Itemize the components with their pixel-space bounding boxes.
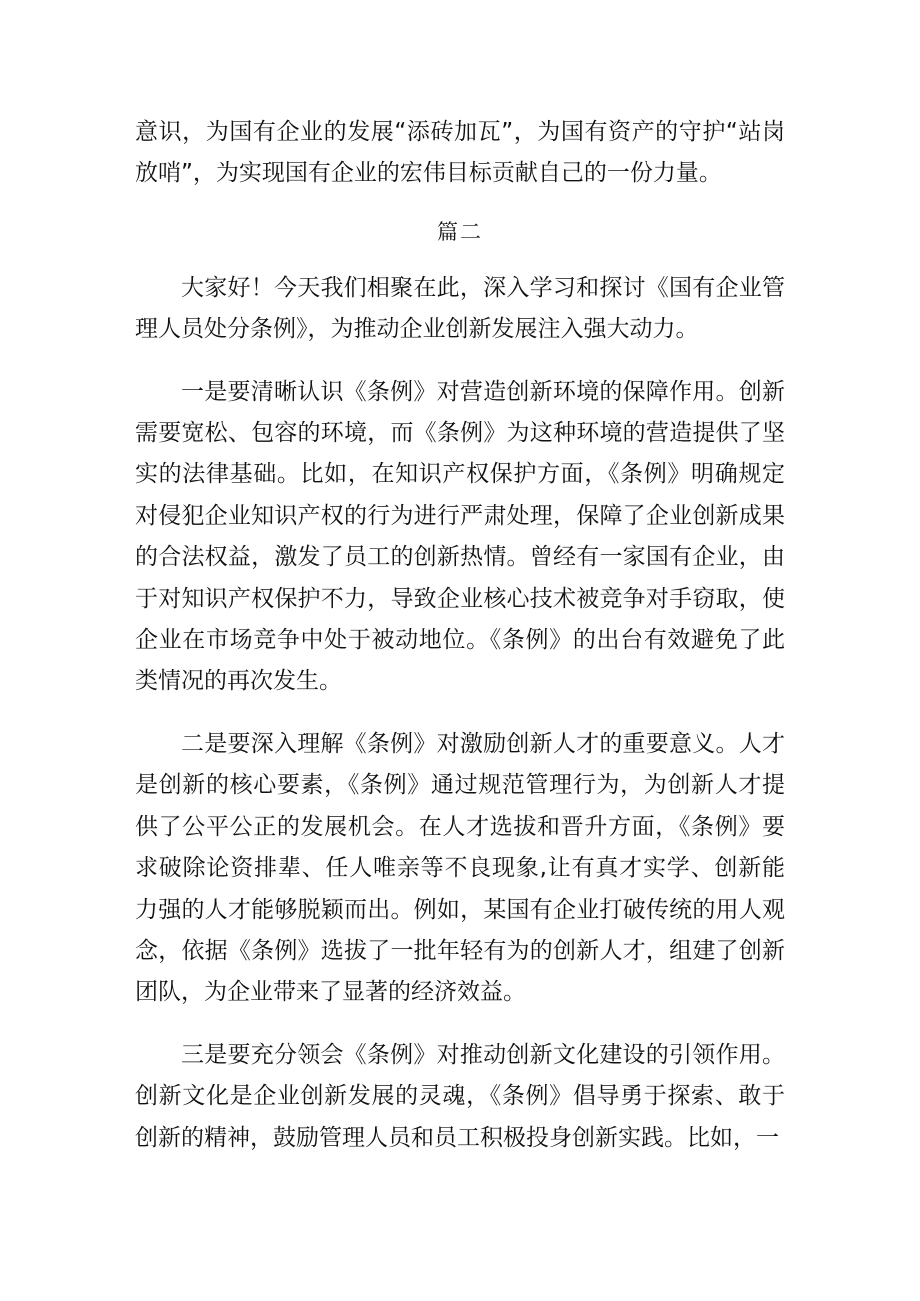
- continuation-paragraph: 意识，为国有企业的发展“添砖加瓦”，为国有资产的守护“站岗放哨”，为实现国有企业的宏伟目标贡献自己的一份力量。: [135, 119, 785, 187]
- section-title: 篇二: [437, 219, 483, 244]
- paragraph-point-two: 二是要深入理解《条例》对激励创新人才的重要意义。人才是创新的核心要素，《条例》通过规范管理行为，为创新人才提供了公平公正的发展机会。在人才选拔和晋升方面，《条例》要求破除论资排辈、任人唯亲等不良现象,让有真才实学、创新能力强的人才能够脱颖而出。例如，某国有企业打破传统的用人观念，依据《条例》选拔了一批年轻有为的创新人才，组建了创新团队，为企业带来了显著的经济效益。: [135, 730, 785, 1006]
- paragraph-point-one: 一是要清晰认识《条例》对营造创新环境的保障作用。创新需要宽松、包容的环境，而《条例》为这种环境的营造提供了坚实的法律基础。比如，在知识产权保护方面，《条例》明确规定对侵犯企业知识产权的行为进行严肃处理，保障了企业创新成果的合法权益，激发了员工的创新热情。曾经有一家国有企业，由于对知识产权保护不力，导致企业核心技术被竞争对手窃取，使企业在市场竞争中处于被动地位。《条例》的出台有效避免了此类情况的再次发生。: [135, 378, 785, 695]
- document-page: [135, 112, 785, 1159]
- paragraph-greeting: 大家好！今天我们相聚在此，深入学习和探讨《国有企业管理人员处分条例》，为推动企业创新发展注入强大动力。: [135, 274, 785, 343]
- paragraph-point-three: 三是要充分领会《条例》对推动创新文化建设的引领作用。创新文化是企业创新发展的灵魂，《条例》倡导勇于探索、敢于创新的精神，鼓励管理人员和员工积极投身创新实践。比如，一: [135, 1041, 785, 1151]
